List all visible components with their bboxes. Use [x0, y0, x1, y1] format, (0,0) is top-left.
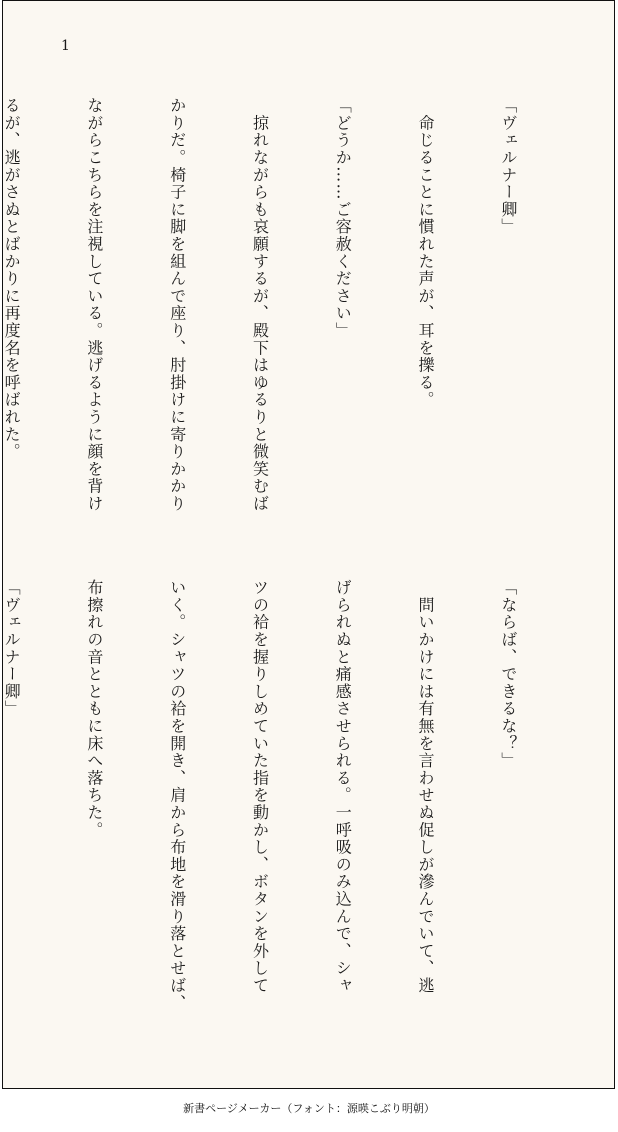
text-column: 布擦れの音とともに床へ落ちた。	[84, 579, 104, 839]
text-column: ツの袷を握りしめていた指を動かし、ボタンを外して	[250, 579, 270, 995]
text-column: 「ヴェルナー卿」	[498, 97, 518, 236]
page-number: 1	[61, 38, 70, 54]
book-page	[2, 0, 615, 1089]
text-column: 「どうか……ご容赦ください」	[333, 97, 353, 340]
text-block-top	[0, 97, 577, 537]
text-block-bottom	[0, 579, 577, 1019]
text-column: いく。シャツの袷を開き、肩から布地を滑り落とせば、	[167, 579, 187, 1012]
text-column: かりだ。椅子に脚を組んで座り、肘掛けに寄りかかり	[167, 97, 187, 513]
text-column: ながらこちらを注視している。逃げるように顔を背け	[84, 97, 104, 513]
text-column: 「ヴェルナー卿」	[2, 579, 22, 718]
text-column: 命じることに慣れた声が、耳を擽る。	[416, 97, 436, 409]
text-column: げられぬと痛感させられる。一呼吸のみ込んで、シャ	[333, 579, 353, 995]
text-column: 掠れながらも哀願するが、殿下はゆるりと微笑むば	[250, 97, 270, 513]
text-column: 問いかけには有無を言わせぬ促しが滲んでいて、逃	[416, 579, 436, 995]
text-column: 「ならば、できるな？」	[498, 579, 518, 770]
text-column: るが、逃がさぬとばかりに再度名を呼ばれた。	[2, 97, 22, 461]
footer-credit: 新書ページメーカー（フォント：源暎こぶり明朝）	[183, 1102, 435, 1115]
